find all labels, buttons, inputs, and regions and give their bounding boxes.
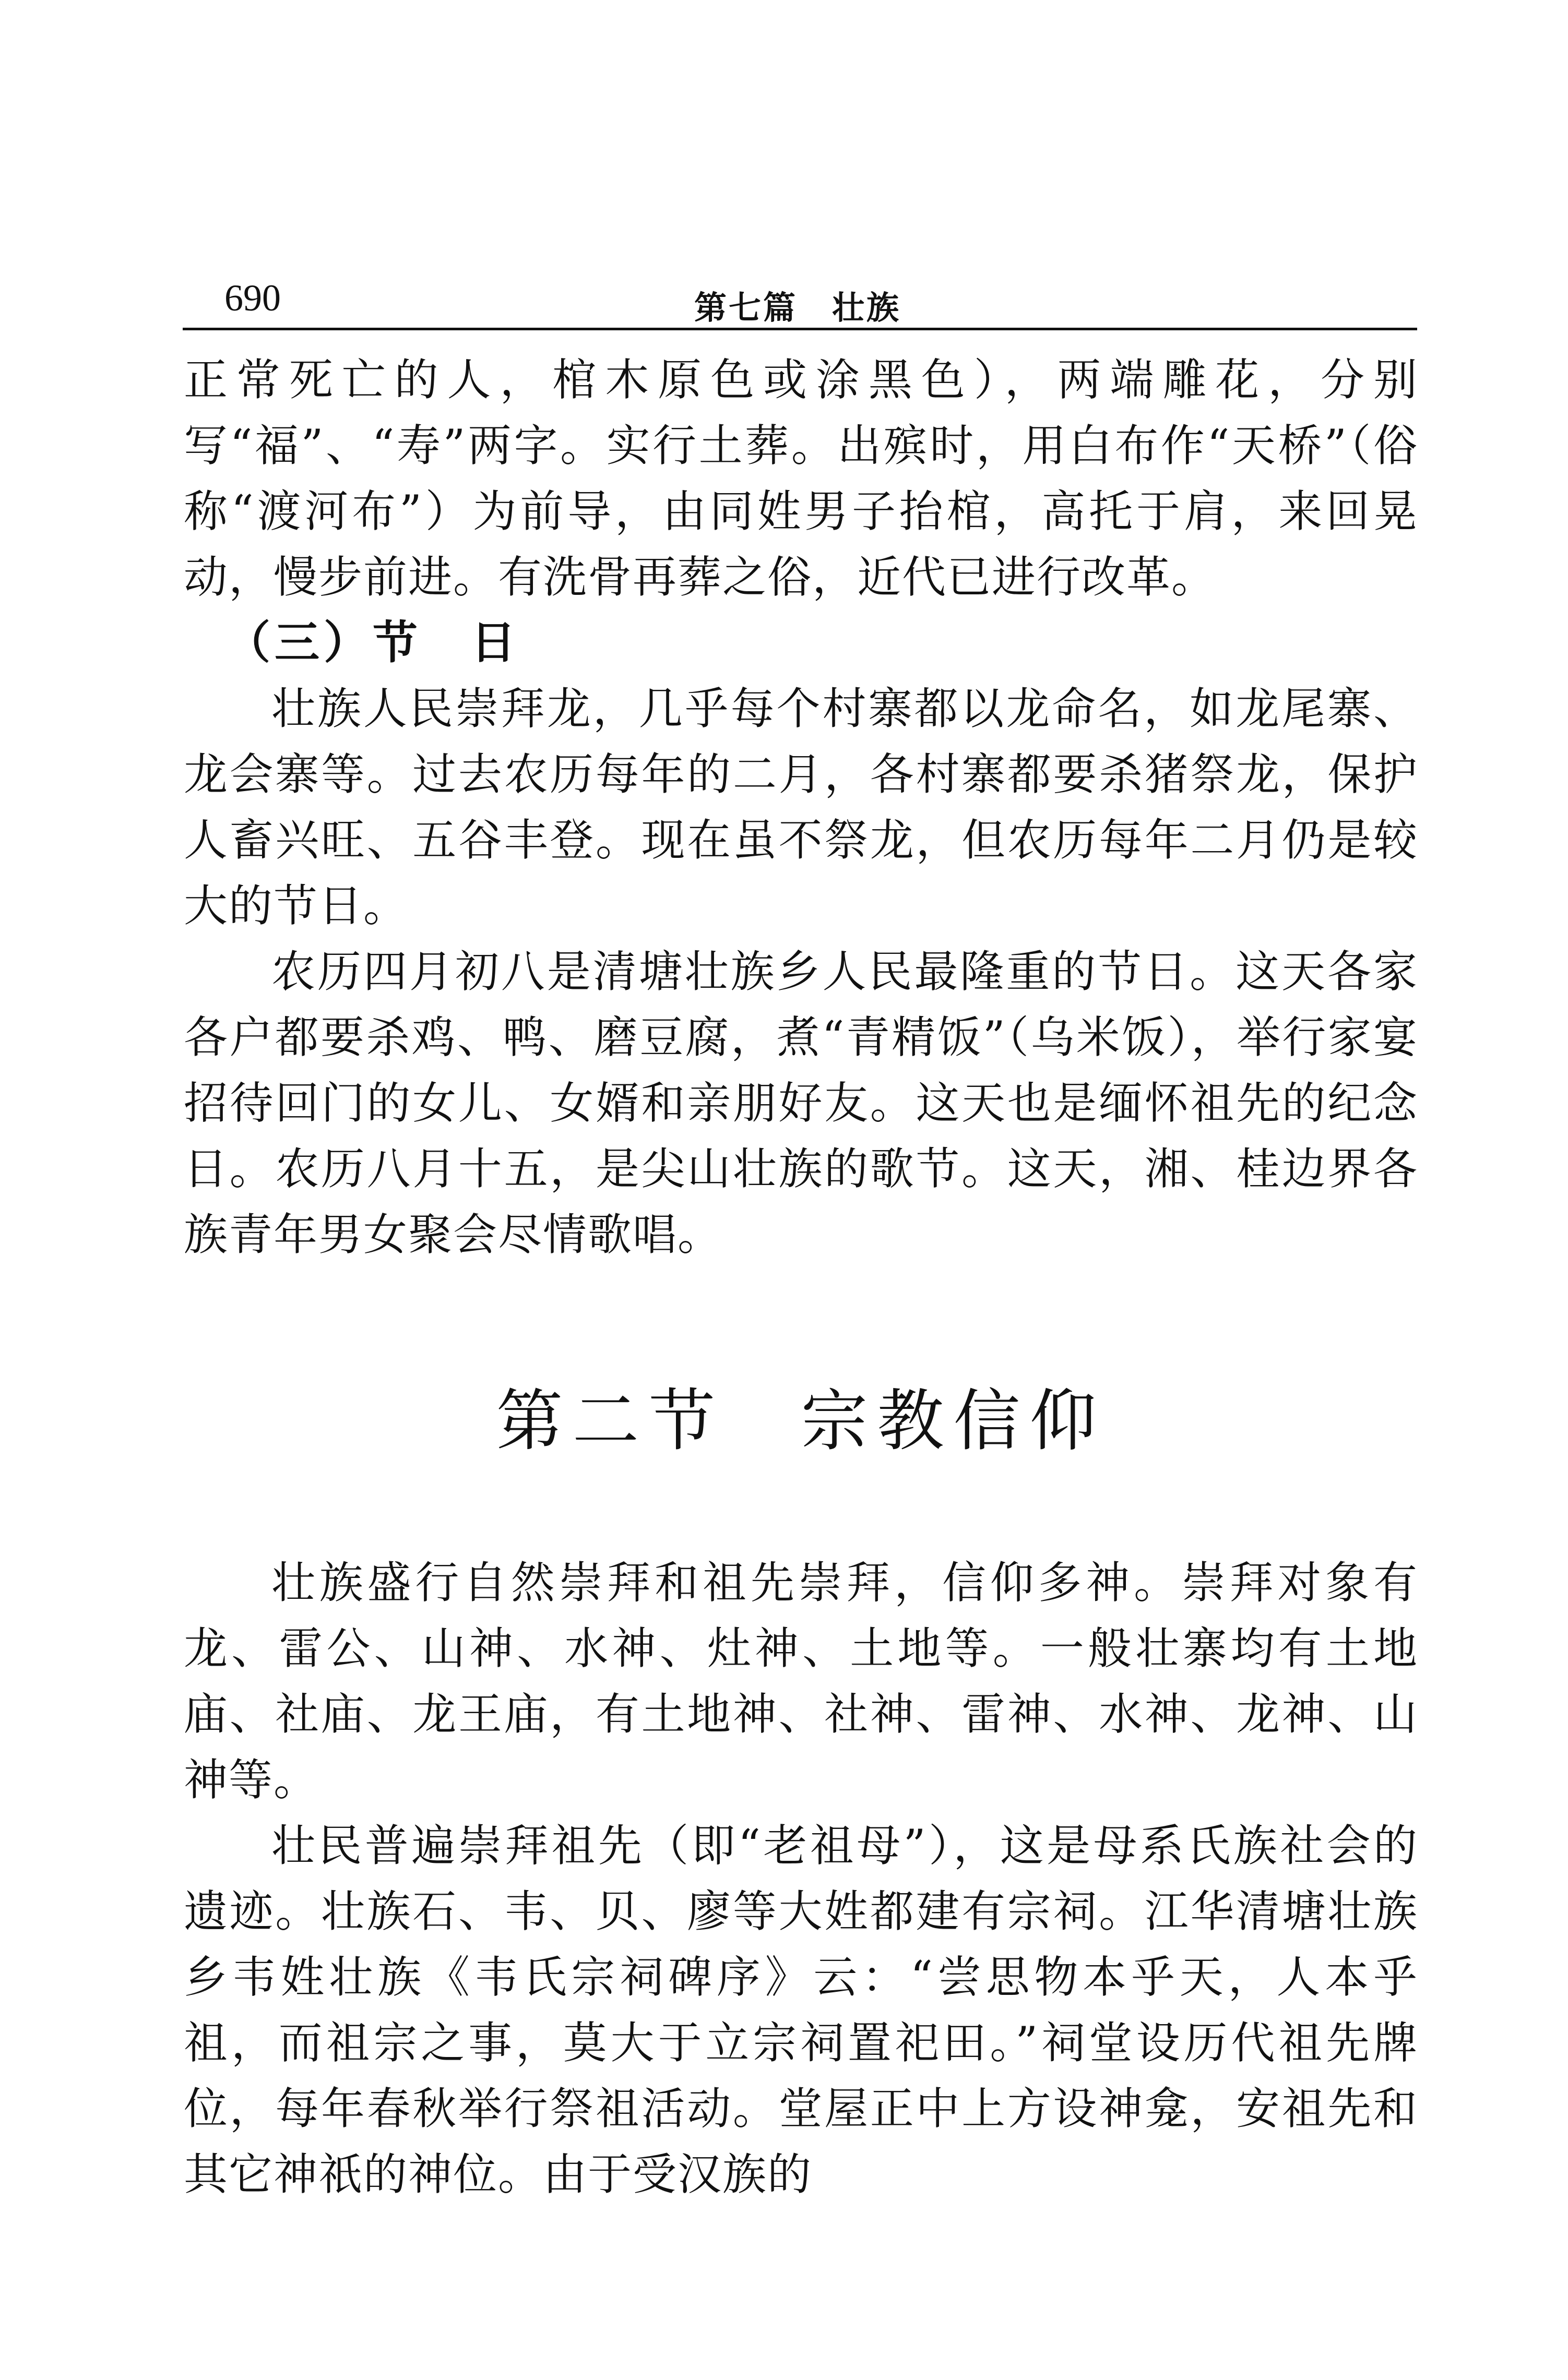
running-head: 第七篇 壮族 bbox=[694, 289, 901, 327]
paragraph-dragon-festival: 壮族人民崇拜龙，几乎每个村寨都以龙命名，如龙尾寨、龙会寨等。过去农历每年的二月，各村寨都要杀猪祭龙，保护人畜兴旺、五谷丰登。现在虽不祭龙，但农历每年二月仍是较大的节日。 bbox=[184, 683, 1418, 931]
paragraph-nature-worship: 壮族盛行自然崇拜和祖先崇拜，信仰多神。崇拜对象有龙、雷公、山神、水神、灶神、土地等。一般壮寨均有土地庙、社庙、龙王庙，有土地神、社神、雷神、水神、龙神、山神等。 bbox=[184, 1557, 1418, 1805]
header-rule bbox=[183, 328, 1417, 330]
subheading-festivals: （三）节 日 bbox=[225, 616, 520, 669]
section-title: 第二节 宗教信仰 bbox=[496, 1382, 1106, 1460]
paragraph-ancestor-worship: 壮民普遍崇拜祖先（即“老祖母”），这是母系氏族社会的遗迹。壮族石、韦、贝、廖等大姓都建有宗祠。江华清塘壮族乡韦姓壮族《韦氏宗祠碑序》云：“尝思物本乎天，人本乎祖，而祖宗之事，莫大于立宗祠置祀田。”祠堂设历代祖先牌位，每年春秋举行祭祖活动。堂屋正中上方设神龛，安祖先和其它神祇的神位。由于受汉族的 bbox=[184, 1820, 1418, 2200]
paragraph-april-eighth: 农历四月初八是清塘壮族乡人民最隆重的节日。这天各家各户都要杀鸡、鸭、磨豆腐，煮“青精饭”（乌米饭），举行家宴招待回门的女儿、女婿和亲朋好友。这天也是缅怀祖先的纪念日。农历八月十五，是尖山壮族的歌节。这天，湘、桂边界各族青年男女聚会尽情歌唱。 bbox=[184, 946, 1418, 1260]
page-header bbox=[183, 271, 1415, 329]
paragraph-burial: 正常死亡的人，棺木原色或涂黑色），两端雕花，分别写“福”、“寿”两字。实行土葬。出殡时，用白布作“天桥”（俗称“渡河布”）为前导，由同姓男子抬棺，高托于肩，来回晃动，慢步前进。有洗骨再葬之俗，近代已进行改革。 bbox=[184, 354, 1418, 603]
page-number: 690 bbox=[224, 277, 281, 319]
section-one-text bbox=[184, 347, 1418, 1267]
section-two-text bbox=[184, 1550, 1418, 2207]
